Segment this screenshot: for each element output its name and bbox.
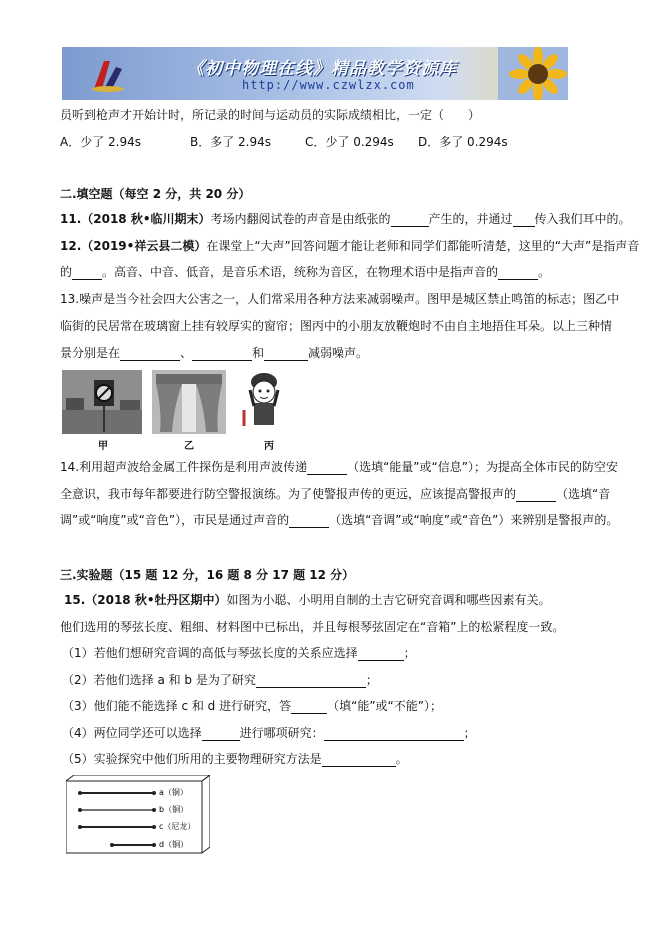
blank — [202, 728, 240, 741]
question-11: 11.（2018 秋•临川期末）考场内翻阅试卷的声音是由纸张的 产生的，并通过 传入我们耳中的。 — [60, 212, 631, 226]
question-15-line2: 他们选用的琴弦长度、粗细、材料图中已标出，并且每根琴弦固定在“音箱”上的松紧程度一致。 — [60, 620, 565, 634]
string-d-label: d（铜） — [159, 840, 189, 849]
question-13-line3: 景分别是在 、 和 减弱噪声。 — [60, 346, 369, 360]
blank — [513, 214, 535, 227]
blank — [516, 489, 556, 502]
question-12-line1: 12.（2019•祥云县二模）在课堂上“大声”回答问题才能让老师和同学们都能听清楚，这里的“大声”是指声音 — [60, 239, 640, 253]
curtain-photo — [152, 370, 226, 434]
blank — [291, 701, 327, 714]
logo-icon — [90, 55, 126, 93]
option-a: A．少了 2.94s — [60, 135, 141, 149]
blank — [264, 348, 308, 361]
blank — [358, 648, 404, 661]
question-text: 员听到枪声才开始计时，所记录的时间与运动员的实际成绩相比，一定（ ） — [60, 108, 481, 122]
guitar-strings-figure — [66, 775, 210, 855]
no-honking-photo — [62, 370, 142, 434]
string-a-label: a（铜） — [159, 788, 188, 797]
blank — [324, 728, 464, 741]
blank — [120, 348, 180, 361]
string-c-label: c（尼龙） — [159, 822, 196, 831]
blank — [322, 754, 396, 767]
question-14-line2: 全意识，我市每年都要进行防空警报演练。为了使警报声传的更远，应该提高警报声的 （选填“音 — [60, 487, 611, 501]
blank — [289, 515, 329, 528]
question-15-part5: （5）实验探究中他们所用的主要物理研究方法是 。 — [62, 752, 408, 766]
caption-jia: 甲 — [98, 441, 108, 452]
blank — [498, 267, 538, 280]
section-heading-experiment: 三.实验题（15 题 12 分，16 题 8 分 17 题 12 分） — [60, 568, 355, 582]
question-13-line2: 临街的民居常在玻璃窗上挂有较厚实的窗帘；图丙中的小朋友放鞭炮时不由自主地捂住耳朵。以上三种情 — [60, 319, 613, 333]
question-15-part2: （2）若他们选择 a 和 b 是为了研究 ； — [62, 673, 378, 687]
string-b-label: b（铜） — [159, 805, 189, 814]
section-heading-fill: 二.填空题（每空 2 分，共 20 分） — [60, 187, 251, 201]
header-banner — [62, 47, 568, 100]
question-13-line1: 13.噪声是当今社会四大公害之一，人们常采用各种方法来减弱噪声。图甲是城区禁止鸣笛的标志；图乙中 — [60, 292, 620, 306]
question-15-part1: （1）若他们想研究音调的高低与琴弦长度的关系应选择 ； — [62, 646, 416, 660]
question-14-line3: 调”或“响度”或“音色”），市民是通过声音的 （选填“音调”或“响度”或“音色”）来辨别是警报声的。 — [60, 513, 619, 527]
blank — [192, 348, 252, 361]
caption-yi: 乙 — [184, 441, 194, 452]
blank — [72, 267, 102, 280]
option-c: C．少了 0.294s — [305, 135, 394, 149]
banner-title: 《初中物理在线》精品教学资源库 — [187, 59, 457, 79]
question-15-part3: （3）他们能不能选择 c 和 d 进行研究，答 （填“能”或“不能”）； — [62, 699, 442, 713]
question-15-line1: 15.（2018 秋•牡丹区期中）如图为小聪、小明用自制的土吉它研究音调和哪些因素有关。 — [64, 593, 551, 607]
child-covering-ears-drawing — [238, 370, 292, 434]
question-15-part4: （4）两位同学还可以选择 进行哪项研究： ； — [62, 726, 476, 740]
blank — [256, 675, 366, 688]
option-b: B．多了 2.94s — [190, 135, 272, 149]
question-12-line2: 的 。高音、中音、低音，是音乐术语，统称为音区，在物理术语中是指声音的 。 — [60, 265, 551, 279]
caption-bing: 丙 — [264, 441, 274, 452]
blank — [391, 214, 429, 227]
blank — [307, 462, 347, 475]
question-14-line1: 14.利用超声波给金属工件探伤是利用声波传递 （选填“能量”或“信息”）；为提高全体市民的防空安 — [60, 460, 618, 474]
option-d: D．多了 0.294s — [418, 135, 508, 149]
banner-url: http://www.czwlzx.com — [242, 78, 415, 92]
sunflower-image — [498, 47, 568, 100]
